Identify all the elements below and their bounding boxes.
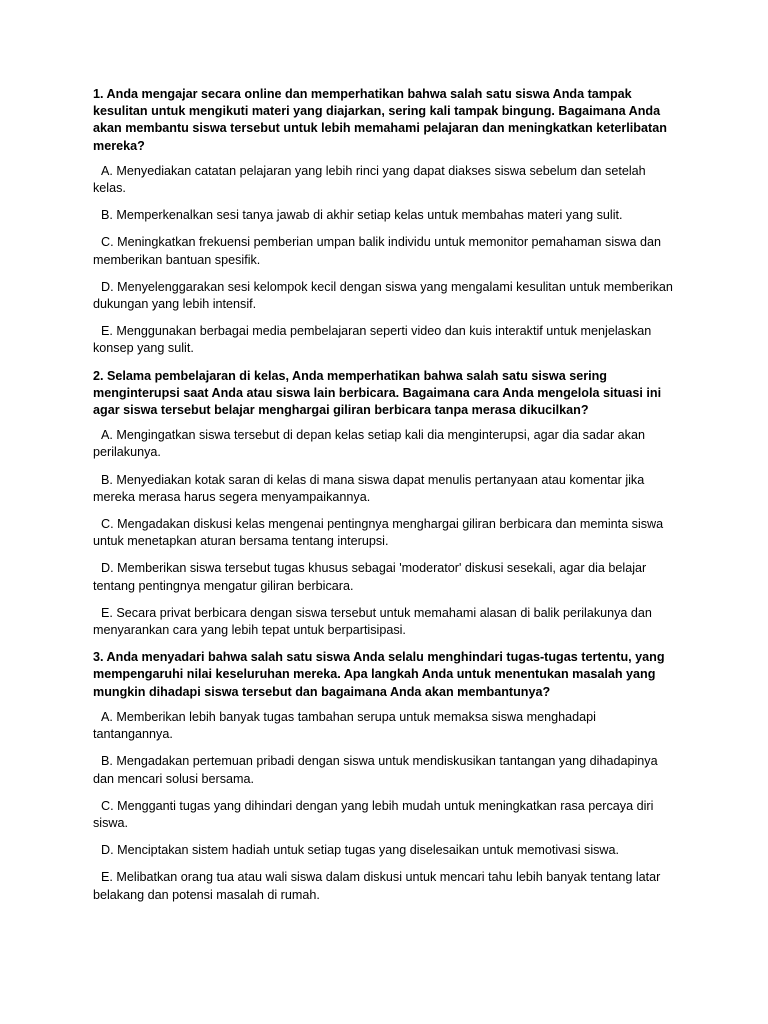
option-b	[93, 207, 678, 224]
question-text: 1. Anda mengajar secara online dan memperhatikan bahwa salah satu siswa Anda tampak kesulitan untuk mengikuti materi yang diajarkan, sering kali tampak bingung. Bagaimana Anda akan membantu siswa tersebut untuk lebih memahami pelajaran dan meningkatkan keterlibatan mereka?	[93, 87, 667, 153]
question-text: 3. Anda menyadari bahwa salah satu siswa Anda selalu menghindari tugas-tugas tertentu, yang mempengaruhi nilai keseluruhan mereka. Apa langkah Anda untuk menentukan masalah yang mungkin dihadapi siswa tersebut dan bagaimana Anda akan membantunya?	[93, 650, 665, 699]
option-text: B. Memperkenalkan sesi tanya jawab di akhir setiap kelas untuk membahas materi yang sulit.	[101, 208, 623, 223]
option-text: A. Menyediakan catatan pelajaran yang lebih rinci yang dapat diakses siswa sebelum dan setelah kelas.	[93, 163, 646, 196]
option-e	[93, 323, 678, 357]
option-text: A. Memberikan lebih banyak tugas tambahan serupa untuk memaksa siswa menghadapi tantangannya.	[93, 709, 596, 742]
option-text: E. Secara privat berbicara dengan siswa tersebut untuk memahami alasan di balik perilakunya dan menyarankan cara yang lebih tepat untuk berpartisipasi.	[93, 605, 652, 638]
option-c	[93, 234, 678, 268]
option-d	[93, 279, 678, 313]
option-e	[93, 605, 678, 639]
question-text: 2. Selama pembelajaran di kelas, Anda memperhatikan bahwa salah satu siswa sering menginterupsi saat Anda atau siswa lain berbicara. Bagaimana cara Anda mengelola situasi ini agar siswa tersebut belajar menghargai giliran berbicara tanpa merasa dikucilkan?	[93, 368, 662, 418]
option-text: D. Menciptakan sistem hadiah untuk setiap tugas yang diselesaikan untuk memotivasi siswa.	[101, 843, 620, 858]
option-text: B. Mengadakan pertemuan pribadi dengan siswa untuk mendiskusikan tantangan yang dihadapinya dan mencari solusi bersama.	[93, 754, 658, 786]
option-text: A. Mengingatkan siswa tersebut di depan kelas setiap kali dia menginterupsi, agar dia sadar akan perilakunya.	[93, 428, 645, 460]
option-a	[93, 709, 678, 743]
option-c	[93, 516, 678, 550]
option-text: C. Meningkatkan frekuensi pemberian umpan balik individu untuk memonitor pemahaman siswa dan memberikan bantuan spesifik.	[93, 235, 662, 267]
document-page	[93, 86, 678, 914]
option-d	[93, 560, 678, 594]
option-a	[93, 163, 678, 197]
question-2	[93, 368, 678, 640]
option-text: E. Menggunakan berbagai media pembelajaran seperti video dan kuis interaktif untuk menjelaskan konsep yang sulit.	[93, 324, 652, 356]
option-b	[93, 753, 678, 787]
option-e	[93, 869, 678, 903]
option-a	[93, 427, 678, 461]
option-c	[93, 798, 678, 832]
option-text: D. Menyelenggarakan sesi kelompok kecil dengan siswa yang mengalami kesulitan untuk memberikan dukungan yang lebih intensif.	[93, 279, 673, 312]
option-text: E. Melibatkan orang tua atau wali siswa dalam diskusi untuk mencari tahu lebih banyak tentang latar belakang dan potensi masalah di rumah.	[93, 870, 661, 902]
option-b	[93, 472, 678, 506]
option-text: C. Mengganti tugas yang dihindari dengan yang lebih mudah untuk meningkatkan rasa percaya diri siswa.	[93, 798, 654, 830]
question-1	[93, 86, 678, 358]
option-d	[93, 842, 678, 859]
question-3	[93, 649, 678, 903]
option-text: C. Mengadakan diskusi kelas mengenai pentingnya menghargai giliran berbicara dan meminta siswa untuk menetapkan aturan bersama tentang interupsi.	[93, 517, 664, 549]
option-text: B. Menyediakan kotak saran di kelas di mana siswa dapat menulis pertanyaan atau komentar jika mereka merasa harus segera menyampaikannya.	[93, 472, 645, 504]
option-text: D. Memberikan siswa tersebut tugas khusus sebagai 'moderator' diskusi sesekali, agar dia belajar tentang pentingnya mengatur giliran berbicara.	[93, 561, 647, 593]
